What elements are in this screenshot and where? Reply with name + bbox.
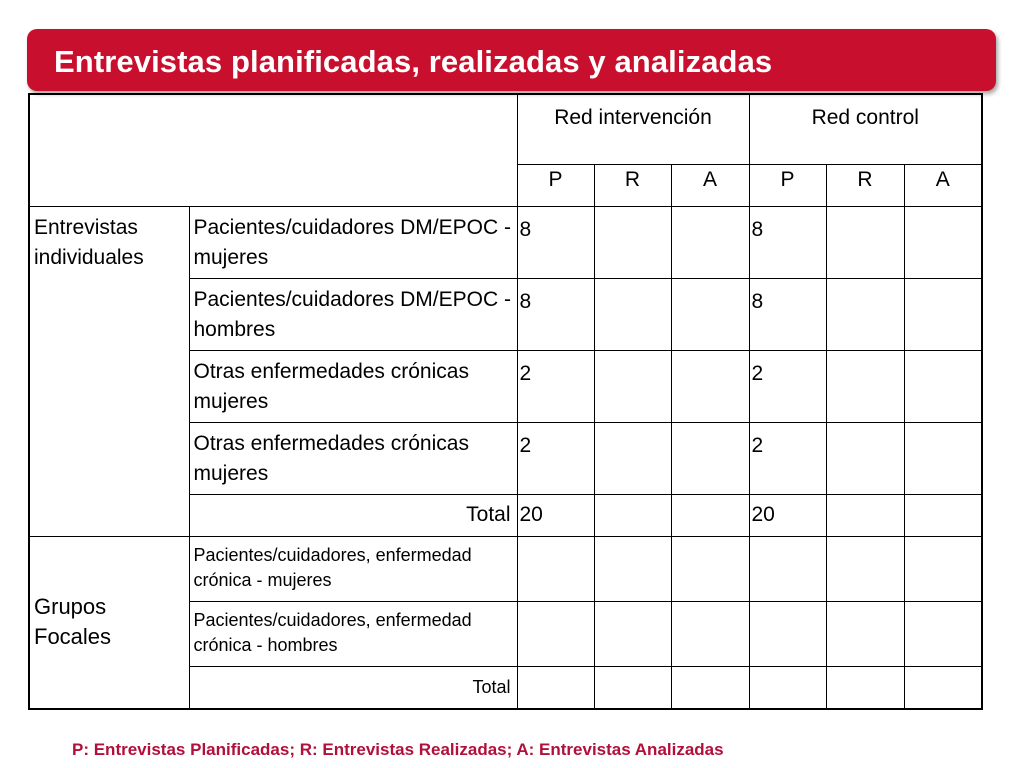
header-a: A: [904, 164, 982, 206]
total-value: [671, 666, 749, 709]
header-p: P: [517, 164, 594, 206]
value-cell: [904, 536, 982, 601]
value-cell: [594, 422, 671, 494]
total-value: [749, 666, 826, 709]
value-cell: [671, 536, 749, 601]
value-cell: [904, 601, 982, 666]
total-label: Total: [189, 494, 517, 536]
value-cell: [671, 206, 749, 278]
header-r: R: [594, 164, 671, 206]
value-cell: 8: [749, 278, 826, 350]
header-red-intervencion: Red intervención: [517, 94, 749, 164]
empty-header-cell: [29, 94, 517, 206]
row-category: Pacientes/cuidadores DM/EPOC - mujeres: [189, 206, 517, 278]
total-value: [826, 666, 904, 709]
value-cell: [594, 601, 671, 666]
header-r: R: [826, 164, 904, 206]
value-cell: [594, 536, 671, 601]
value-cell: 2: [517, 422, 594, 494]
value-cell: [517, 536, 594, 601]
value-cell: [826, 278, 904, 350]
value-cell: 8: [749, 206, 826, 278]
row-category: Pacientes/cuidadores, enfermedad crónica - hombres: [189, 601, 517, 666]
total-value: [594, 494, 671, 536]
section-label: Entrevistas individuales: [29, 206, 189, 536]
header-red-control: Red control: [749, 94, 982, 164]
total-value: 20: [517, 494, 594, 536]
header-a: A: [671, 164, 749, 206]
value-cell: 8: [517, 278, 594, 350]
value-cell: [671, 601, 749, 666]
section-label: Grupos Focales: [29, 536, 189, 709]
value-cell: [517, 601, 594, 666]
row-category: Pacientes/cuidadores DM/EPOC - hombres: [189, 278, 517, 350]
value-cell: 2: [517, 350, 594, 422]
total-value: [904, 494, 982, 536]
row-category: Pacientes/cuidadores, enfermedad crónica - mujeres: [189, 536, 517, 601]
value-cell: [671, 350, 749, 422]
value-cell: [826, 422, 904, 494]
value-cell: [904, 422, 982, 494]
value-cell: [749, 601, 826, 666]
total-value: [594, 666, 671, 709]
interviews-table: [28, 93, 983, 710]
value-cell: [594, 206, 671, 278]
value-cell: [904, 350, 982, 422]
value-cell: [594, 278, 671, 350]
value-cell: [904, 206, 982, 278]
value-cell: [671, 278, 749, 350]
value-cell: [671, 422, 749, 494]
value-cell: 8: [517, 206, 594, 278]
total-label: Total: [189, 666, 517, 709]
row-category: Otras enfermedades crónicas mujeres: [189, 350, 517, 422]
total-value: [826, 494, 904, 536]
page-title: Entrevistas planificadas, realizadas y analizadas: [54, 44, 773, 79]
total-value: [904, 666, 982, 709]
footnote: P: Entrevistas Planificadas; R: Entrevistas Realizadas; A: Entrevistas Analizadas: [72, 740, 724, 759]
value-cell: [826, 206, 904, 278]
value-cell: [749, 536, 826, 601]
value-cell: [826, 350, 904, 422]
value-cell: [904, 278, 982, 350]
value-cell: [826, 536, 904, 601]
row-category: Otras enfermedades crónicas mujeres: [189, 422, 517, 494]
value-cell: 2: [749, 422, 826, 494]
header-p: P: [749, 164, 826, 206]
total-value: [671, 494, 749, 536]
value-cell: 2: [749, 350, 826, 422]
value-cell: [594, 350, 671, 422]
value-cell: [826, 601, 904, 666]
total-value: [517, 666, 594, 709]
total-value: 20: [749, 494, 826, 536]
